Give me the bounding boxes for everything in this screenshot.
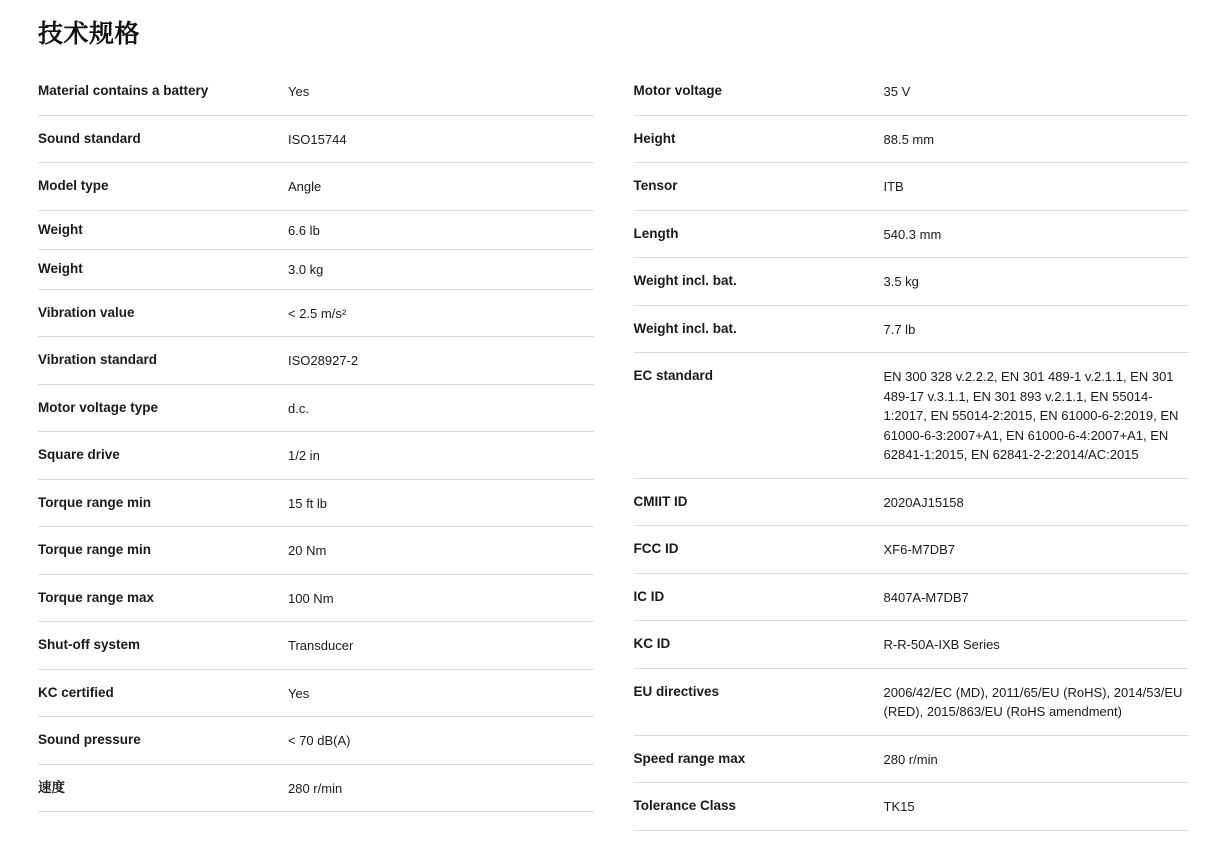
spec-row	[634, 258, 1190, 306]
spec-label: Torque range min	[38, 494, 152, 510]
spec-row	[38, 432, 594, 480]
spec-label: 速度	[38, 779, 65, 795]
spec-row	[634, 526, 1190, 574]
spec-row	[38, 68, 594, 116]
spec-label: Square drive	[38, 447, 120, 462]
spec-value: 100 Nm	[288, 590, 334, 606]
spec-label: KC certified	[38, 684, 114, 700]
spec-row	[38, 575, 594, 623]
spec-row	[38, 116, 594, 164]
spec-row	[38, 250, 594, 290]
spec-label: Vibration value	[38, 304, 135, 320]
spec-row	[38, 670, 594, 718]
spec-label: KC ID	[633, 636, 671, 651]
spec-label: FCC ID	[633, 541, 679, 556]
spec-column-left	[38, 68, 594, 831]
spec-value: 35 V	[883, 84, 911, 99]
spec-label: Vibration standard	[38, 352, 158, 367]
spec-label: Shut-off system	[38, 637, 141, 652]
spec-value: 2006/42/EC (MD), 2011/65/EU (RoHS), 2014/53/EU (RED), 2015/863/EU (RoHS amendment)	[883, 684, 1183, 719]
spec-row	[38, 717, 594, 765]
spec-row	[38, 765, 594, 813]
spec-value: ITB	[883, 179, 904, 194]
spec-label: Model type	[38, 178, 109, 193]
spec-label: Length	[633, 225, 679, 241]
spec-row	[634, 479, 1190, 527]
spec-label: Motor voltage type	[38, 399, 159, 415]
spec-label: IC ID	[633, 588, 665, 604]
spec-value: 88.5 mm	[883, 131, 935, 147]
spec-value: d.c.	[288, 400, 309, 416]
spec-value: Transducer	[288, 638, 354, 653]
spec-row	[38, 337, 594, 385]
spec-label: Tensor	[633, 178, 678, 193]
spec-value: Yes	[288, 685, 310, 701]
spec-value: 1/2 in	[288, 448, 320, 463]
spec-value: EN 300 328 v.2.2.2, EN 301 489-1 v.2.1.1, EN 301 489-17 v.3.1.1, EN 301 893 v.2.1.1, EN 55014-1:2017, EN 55014-2:2015, EN 61000-6-2:2019, EN 61000-6-3:2007+A1, EN 61000-6-4:2007+A1, EN 62841-1:2015, EN 62841-2-2:2014/AC:2015	[883, 369, 1179, 462]
spec-row	[634, 306, 1190, 354]
spec-columns	[24, 68, 1203, 831]
spec-value: R-R-50A-IXB Series	[883, 637, 1000, 652]
spec-column-right	[634, 68, 1190, 831]
spec-row	[634, 211, 1190, 259]
spec-label: Sound standard	[38, 130, 141, 146]
spec-label: Material contains a battery	[38, 83, 209, 98]
page-title: 技术规格	[38, 20, 141, 48]
spec-value: 2020AJ15158	[883, 494, 964, 510]
spec-row	[38, 527, 594, 575]
spec-label: Motor voltage	[633, 83, 723, 98]
spec-row	[634, 783, 1190, 831]
spec-row	[38, 480, 594, 528]
spec-label: Torque range min	[38, 542, 152, 557]
spec-value: < 70 dB(A)	[288, 733, 351, 748]
spec-label: Tolerance Class	[633, 798, 737, 813]
spec-value: ISO28927-2	[288, 353, 359, 368]
spec-row	[38, 290, 594, 338]
spec-value: 3.0 kg	[288, 262, 324, 277]
spec-value: Angle	[288, 179, 322, 194]
spec-label: Height	[633, 130, 676, 146]
spec-value: 6.6 lb	[288, 222, 320, 238]
spec-row	[634, 669, 1190, 736]
spec-label: Weight incl. bat.	[633, 320, 737, 336]
spec-value: 540.3 mm	[883, 226, 942, 242]
spec-label: Speed range max	[633, 750, 746, 766]
spec-label: Sound pressure	[38, 732, 141, 747]
spec-row	[634, 68, 1190, 116]
spec-value: 15 ft lb	[288, 495, 328, 511]
spec-row	[38, 211, 594, 251]
spec-value: XF6-M7DB7	[883, 542, 956, 557]
spec-label: Torque range max	[38, 589, 155, 605]
spec-label: Weight incl. bat.	[633, 273, 737, 288]
spec-row	[634, 116, 1190, 164]
spec-value: 7.7 lb	[883, 321, 916, 337]
spec-value: 20 Nm	[288, 543, 327, 558]
spec-row	[634, 621, 1190, 669]
spec-label: EU directives	[633, 683, 720, 699]
spec-row	[38, 622, 594, 670]
spec-label: EC standard	[633, 368, 714, 383]
spec-row	[38, 385, 594, 433]
spec-value: ISO15744	[288, 131, 347, 147]
spec-value: 3.5 kg	[883, 274, 919, 289]
spec-row	[634, 163, 1190, 211]
spec-value: < 2.5 m/s²	[288, 305, 347, 321]
spec-row	[38, 163, 594, 211]
spec-row	[634, 736, 1190, 784]
spec-row	[634, 353, 1190, 479]
spec-value: 280 r/min	[288, 780, 343, 796]
spec-value: Yes	[288, 84, 310, 99]
spec-label: Weight	[38, 221, 83, 237]
spec-label: CMIIT ID	[633, 493, 688, 509]
spec-value: TK15	[883, 799, 915, 814]
spec-value: 280 r/min	[883, 751, 938, 767]
spec-value: 8407A-M7DB7	[883, 589, 969, 605]
spec-row	[634, 574, 1190, 622]
spec-label: Weight	[38, 261, 83, 276]
